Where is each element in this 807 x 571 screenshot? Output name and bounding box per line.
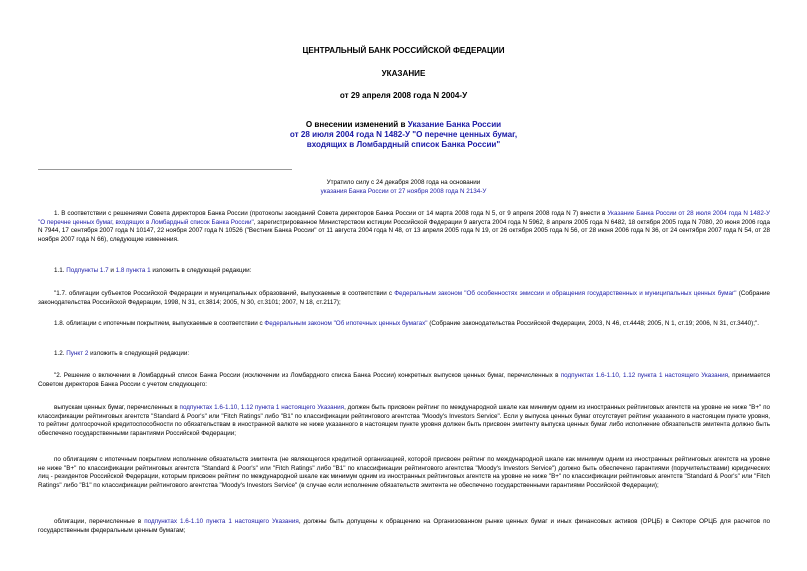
federal-law-municipal-securities-link[interactable]: Федеральным законом "Об особенностях эмиссии и обращения государственных и муниципальных ценных бумаг" [394,290,737,297]
document-title-line-3[interactable]: входящих в Ломбардный список Банка России" [306,140,501,149]
subparagraphs-1-6-1-10-link[interactable]: подпунктах 1.6-1.10 пункта 1 настоящего Указания [144,518,299,525]
paragraph-1-2-text: изложить в следующей редакции: [88,350,190,357]
paragraph-1-1-num: 1.1. [54,267,67,274]
subparagraph-1-7-link[interactable]: Подпункты 1.7 [66,267,109,274]
paragraph-1-8-text-cont: (Собрание законодательства Российской Федерации, 2003, N 46, ст.4448; 2005, N 1, ст.19; 2006, N 31, ст.3440);". [427,320,759,327]
point-2-link[interactable]: Пункт 2 [66,350,89,357]
paragraph-orcb-admission [38,518,770,535]
separator-line [38,169,292,170]
paragraph-1-8-text: 1.8. облигации с ипотечным покрытием, выпускаемые в соответствии с [54,320,265,327]
paragraph-2-text: "2. Решение о включении в Ломбардный список Банка России (исключении из Ломбардного списка Банка России) конкретных выпусков ценных бумаг, перечисленных в [54,372,561,379]
document-type-heading: УКАЗАНИЕ [381,69,426,78]
mortgage-bonds-text: по облигациям с ипотечным покрытием исполнение обязательств эмитента (не являющегося кредитной организацией, которой присвоен рейтинг по международной шкале как минимум одним из иностранных рейтинговых агентств на уровне не ниже "B+" по классификации рейтинговых агентств "Standard & Poor's" или "Fitch Ratings" либо "B1" по классификации рейтингового агентства "Moody's Investors Service") должно быть обеспечено гарантиями (поручительствами) юридических лиц - резидентов Российской Федерации, которым присвоен рейтинг по международной шкале как минимум одним из иностранных рейтинговых агентств на уровне не ниже "B+" по классификации рейтинговых агентств "Standard & Poor's" или "Fitch Ratings" либо "B1" по классификации рейтингового агентства "Moody's Investors Service" (в случае если исполнение обязательств эмитента не обеспечено государственными гарантиями Российской Федерации); [38,456,770,489]
status-note-line-1: Утратило силу с 24 декабря 2008 года на основании [326,179,481,186]
paragraph-1-1-text: изложить в следующей редакции: [150,267,252,274]
paragraph-1-7-text: "1.7. облигации субъектов Российской Федерации и муниципальных образований, выпускаемые в соответствии с [54,290,395,297]
rating-requirement-text: выпускам ценных бумаг, перечисленных в [54,404,180,411]
paragraph-mortgage-bonds [38,456,770,490]
paragraph-1-8 [38,320,770,329]
status-note-link[interactable]: указания Банка России от 27 ноября 2008 года N 2134-У [320,188,487,195]
title-text: О внесении изменений в [305,120,408,129]
paragraph-1-7 [38,290,770,307]
paragraph-rating-requirement [38,404,770,438]
paragraph-1-text-cont: , зарегистрированное Министерством юстиции Российской Федерации 9 августа 2004 года N 5962, 8 апреля 2005 года N 6482, 18 октября 2005 года N 7080, 20 июня 2006 года N 7944, 17 сентября 2007 года N 10147, 22 ноября 2007 года N 10526 ("Вестник Банка России" от 11 августа 2004 года N 48, от 13 апреля 2005 года N 19, от 26 октября 2005 года N 56, от 28 июня 2006 года N 36, от 24 сентября 2007 года N 54, от 28 ноября 2007 года N 66), следующие изменения. [38,218,770,243]
subparagraphs-rating-link[interactable]: подпунктах 1.6-1.10, 1.12 пункта 1 настоящего Указания [179,404,345,411]
subparagraphs-1-6-1-10-1-12-link[interactable]: подпунктах 1.6-1.10, 1.12 пункта 1 настоящего Указания [560,372,729,379]
federal-law-mortgage-securities-link[interactable]: Федеральным законом "Об ипотечных ценных бумагах" [264,320,428,327]
paragraph-1-2 [38,350,770,359]
paragraph-1-7-text-cont: (Собрание законодательства Российской Федерации, 1998, N 31, ст.3814; 2005, N 30, ст.3101; 2007, N 18, ст.2117); [38,290,770,306]
conjunction-text: и [108,267,116,274]
paragraph-1-2-num: 1.2. [54,350,67,357]
document-title-line-1 [0,120,807,130]
orcb-admission-text-cont: , должны быть допущены к обращению на Организованном рынке ценных бумаг и иных финансовых активов (ОРЦБ) в Секторе ОРЦБ для расчетов по государственным федеральным ценным бумагам; [38,518,770,534]
document-date-number: от 29 апреля 2008 года N 2004-У [339,91,468,100]
document-title-line-2[interactable]: от 28 июля 2004 года N 1482-У "О перечне ценных бумаг, [289,130,518,139]
subparagraph-1-8-link[interactable]: 1.8 пункта 1 [115,267,151,274]
amended-document-link[interactable]: Указание Банка России [407,120,502,129]
paragraph-2 [38,372,770,389]
issuer-heading: ЦЕНТРАЛЬНЫЙ БАНК РОССИЙСКОЙ ФЕДЕРАЦИИ [302,46,505,55]
rating-requirement-text-cont: , должен быть присвоен рейтинг по международной шкале как минимум одним из иностранных рейтинговых агентств на уровне не ниже "B+" по классификации рейтинговых агентств "Standard & Poor's" или "Fitch Ratings" либо "B1" по классификации рейтингового агентства "Moody's Investors Service". Если у выпуска ценных бумаг отсутствует рейтинг указанного в настоящем пункте уровня, то рейтинг долгосрочной кредитоспособности по обязательствам в иностранной валюте не ниже указанного в настоящем пункте уровня должен быть присвоен эмитенту выпуска ценных бумаг либо исполнение обязательств эмитента должно быть обеспечено государственными гарантиями Российской Федерации; [38,404,771,437]
paragraph-2-text-cont: , принимается Советом директоров Банка России с учетом следующего: [38,372,771,388]
paragraph-1-1 [38,267,770,276]
ukazanie-1482-link[interactable]: Указание Банка России от 28 июля 2004 года N 1482-У "О перечне ценных бумаг, входящих в Ломбардный список Банка России" [38,210,770,226]
orcb-admission-text: облигации, перечисленные в [54,518,145,525]
paragraph-1-text: 1. В соответствии с решениями Совета директоров Банка России (протоколы заседаний Совета директоров Банка России от 14 марта 2008 года N 5, от 9 апреля 2008 года N 7) внести в [54,210,608,217]
paragraph-1 [38,210,770,244]
